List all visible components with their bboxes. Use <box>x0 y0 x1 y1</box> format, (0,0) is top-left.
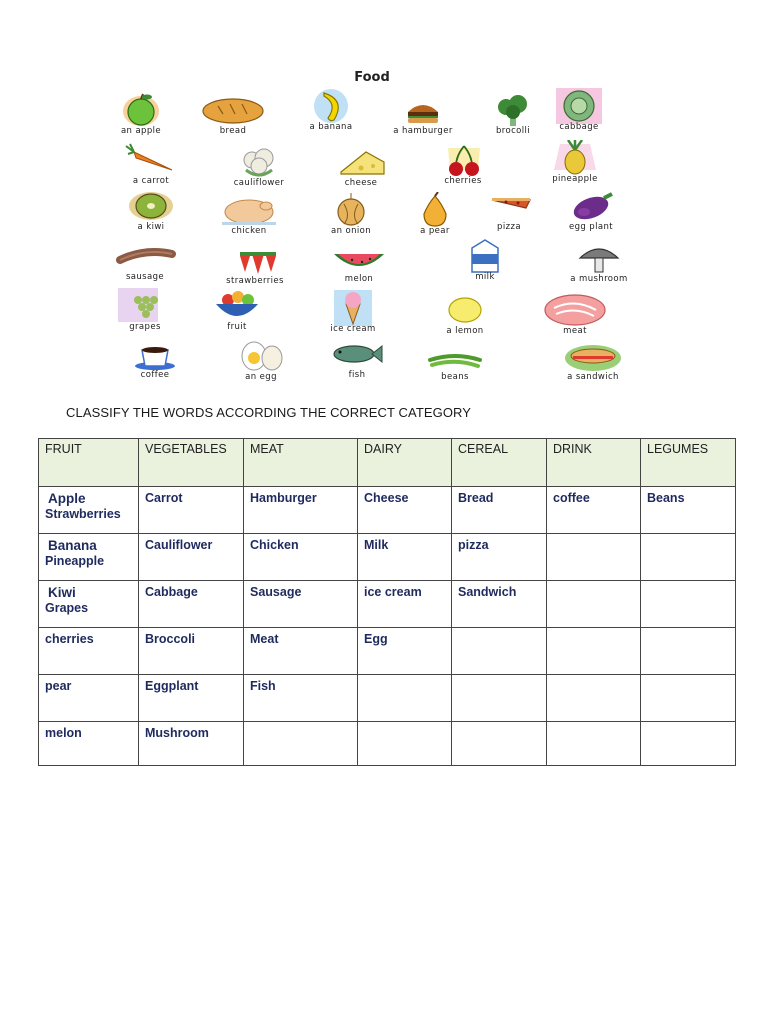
header-dairy: DAIRY <box>358 439 452 487</box>
food-label: pizza <box>497 222 521 232</box>
cell-legumes <box>641 581 736 628</box>
food-item <box>308 290 398 338</box>
food-label: milk <box>475 272 495 282</box>
food-label: a pear <box>420 226 450 236</box>
food-label: a carrot <box>132 176 170 186</box>
pineapple-icon <box>530 140 620 176</box>
food-item <box>410 338 500 386</box>
answer-word: Bread <box>458 491 494 505</box>
classification-table <box>38 438 736 766</box>
food-item <box>530 292 620 340</box>
cell-vegetables <box>139 722 244 766</box>
cell-fruit <box>39 722 139 766</box>
hamburger-icon <box>378 92 468 128</box>
melon-icon <box>314 240 404 276</box>
answer-word: Sandwich <box>458 585 517 599</box>
food-item <box>312 336 402 384</box>
answer-word: Cheese <box>364 491 409 505</box>
food-label: a lemon <box>446 326 484 336</box>
food-item <box>106 188 196 236</box>
sandwich-icon <box>548 338 638 374</box>
strawberries-icon <box>210 242 300 278</box>
cell-meat <box>244 534 358 581</box>
cell-vegetables <box>139 628 244 675</box>
cell-legumes <box>641 675 736 722</box>
table-body <box>39 487 736 766</box>
food-label: ice cream <box>330 324 376 334</box>
cell-dairy <box>358 581 452 628</box>
lemon-icon <box>420 292 510 328</box>
answer-word: Cauliflower <box>145 538 213 552</box>
table-row <box>39 581 736 628</box>
table-row <box>39 722 736 766</box>
food-label: fish <box>348 370 366 380</box>
answer-word: pear <box>45 679 72 693</box>
food-label: a sandwich <box>567 372 619 382</box>
header-vegetables: VEGETABLES <box>139 439 244 487</box>
cell-legumes <box>641 534 736 581</box>
cell-cereal <box>452 581 547 628</box>
answer-word: Eggplant <box>145 679 199 693</box>
food-label: an onion <box>330 226 372 236</box>
food-item <box>106 142 196 190</box>
answer-word: Beans <box>647 491 685 505</box>
sausage-icon <box>100 238 190 274</box>
table-row <box>39 675 736 722</box>
answer-word: Strawberries <box>45 507 121 521</box>
onion-icon <box>306 192 396 228</box>
cell-vegetables <box>139 487 244 534</box>
cauliflower-icon <box>214 144 304 180</box>
cell-drink <box>547 534 641 581</box>
food-item <box>306 192 396 240</box>
food-item <box>378 92 468 140</box>
food-item <box>96 92 186 140</box>
answer-word: cherries <box>45 632 94 646</box>
answer-word: Carrot <box>145 491 183 505</box>
cheese-icon <box>316 144 406 180</box>
food-item <box>546 188 636 236</box>
pizza-icon <box>464 188 554 224</box>
cell-meat <box>244 581 358 628</box>
food-item <box>314 240 404 288</box>
food-label: meat <box>563 326 587 336</box>
food-item <box>418 142 508 190</box>
food-label: beans <box>441 372 469 382</box>
grapes-icon <box>100 288 190 324</box>
food-label: melon <box>344 274 374 284</box>
header-drink: DRINK <box>547 439 641 487</box>
food-item <box>216 338 306 386</box>
cell-drink <box>547 628 641 675</box>
food-item <box>192 288 282 336</box>
cell-vegetables <box>139 581 244 628</box>
apple-icon <box>96 92 186 128</box>
carrot-icon <box>106 142 196 178</box>
header-meat: MEAT <box>244 439 358 487</box>
food-label: a hamburger <box>393 126 453 136</box>
instruction-text: CLASSIFY THE WORDS ACCORDING THE CORRECT CATEGORY <box>66 405 472 420</box>
answer-word: Milk <box>364 538 389 552</box>
cell-fruit <box>39 581 139 628</box>
cell-fruit <box>39 534 139 581</box>
table-row <box>39 487 736 534</box>
answer-word: Sausage <box>250 585 302 599</box>
table-header-row <box>39 439 736 487</box>
cell-drink <box>547 487 641 534</box>
cell-legumes <box>641 722 736 766</box>
answer-word: Banana <box>48 538 97 553</box>
food-item <box>286 88 376 136</box>
beans-icon <box>410 338 500 374</box>
cell-dairy <box>358 628 452 675</box>
cell-fruit <box>39 675 139 722</box>
cell-meat <box>244 628 358 675</box>
food-item <box>110 336 200 384</box>
food-label: bread <box>219 126 247 136</box>
food-label: strawberries <box>226 276 284 286</box>
answer-word: Cabbage <box>145 585 198 599</box>
answer-word: melon <box>45 726 82 740</box>
answer-word: Pineapple <box>45 554 105 568</box>
answer-word: Fish <box>250 679 276 693</box>
food-item <box>440 238 530 286</box>
food-item <box>210 242 300 290</box>
answer-word: Chicken <box>250 538 299 552</box>
picture-title: Food <box>354 70 390 85</box>
answer-word: pizza <box>458 538 489 552</box>
kiwi-icon <box>106 188 196 224</box>
answer-word: Meat <box>250 632 279 646</box>
food-item <box>420 292 510 340</box>
food-label: grapes <box>129 322 161 332</box>
cell-cereal <box>452 722 547 766</box>
cell-dairy <box>358 487 452 534</box>
cell-meat <box>244 722 358 766</box>
egg-icon <box>216 338 306 374</box>
food-picture-dictionary <box>92 64 644 394</box>
answer-word: Mushroom <box>145 726 209 740</box>
banana-icon <box>286 88 376 124</box>
cabbage-icon <box>534 88 624 124</box>
food-item <box>100 288 190 336</box>
table-row <box>39 534 736 581</box>
food-item <box>554 240 644 288</box>
cell-drink <box>547 722 641 766</box>
answer-word: Broccoli <box>145 632 196 646</box>
answer-word: Apple <box>48 491 86 506</box>
cell-dairy <box>358 534 452 581</box>
cell-drink <box>547 581 641 628</box>
fish-icon <box>312 336 402 372</box>
food-label: cheese <box>344 178 378 188</box>
food-label: chicken <box>231 226 267 236</box>
milk-icon <box>440 238 530 274</box>
food-label: sausage <box>125 272 165 282</box>
cell-legumes <box>641 487 736 534</box>
mushroom-icon <box>554 240 644 276</box>
food-item <box>316 144 406 192</box>
food-label: egg plant <box>568 222 613 232</box>
food-label: a banana <box>309 122 353 132</box>
food-label: a kiwi <box>137 222 165 232</box>
cherries-icon <box>418 142 508 178</box>
cell-meat <box>244 675 358 722</box>
answer-word: ice cream <box>364 585 422 599</box>
food-label: an egg <box>245 372 277 382</box>
food-item <box>548 338 638 386</box>
eggplant-icon <box>546 188 636 224</box>
food-item <box>100 238 190 286</box>
table-row <box>39 628 736 675</box>
food-label: pineapple <box>552 174 598 184</box>
bread-icon <box>188 92 278 128</box>
answer-word: Egg <box>364 632 388 646</box>
cell-cereal <box>452 628 547 675</box>
food-label: cherries <box>444 176 482 186</box>
food-item <box>214 144 304 192</box>
food-label: fruit <box>227 322 247 332</box>
answer-word: Grapes <box>45 601 89 615</box>
ice-cream-icon <box>308 290 398 326</box>
cell-dairy <box>358 722 452 766</box>
coffee-icon <box>110 336 200 372</box>
food-item <box>534 88 624 136</box>
header-cereal: CEREAL <box>452 439 547 487</box>
cell-vegetables <box>139 675 244 722</box>
food-label: cauliflower <box>233 178 285 188</box>
cell-cereal <box>452 487 547 534</box>
answer-word: Kiwi <box>48 585 76 600</box>
cell-cereal <box>452 675 547 722</box>
answer-word: coffee <box>553 491 590 505</box>
food-label: brocolli <box>495 126 531 136</box>
fruit-bowl-icon <box>192 288 282 324</box>
food-item <box>188 92 278 140</box>
food-label: coffee <box>140 370 170 380</box>
cell-legumes <box>641 628 736 675</box>
answer-word: Hamburger <box>250 491 317 505</box>
cell-cereal <box>452 534 547 581</box>
food-label: a mushroom <box>570 274 628 284</box>
header-fruit: FRUIT <box>39 439 139 487</box>
food-item <box>530 140 620 188</box>
food-label: cabbage <box>559 122 599 132</box>
cell-fruit <box>39 487 139 534</box>
header-legumes: LEGUMES <box>641 439 736 487</box>
cell-vegetables <box>139 534 244 581</box>
cell-meat <box>244 487 358 534</box>
cell-dairy <box>358 675 452 722</box>
meat-icon <box>530 292 620 328</box>
cell-drink <box>547 675 641 722</box>
food-item <box>204 192 294 240</box>
cell-fruit <box>39 628 139 675</box>
chicken-icon <box>204 192 294 228</box>
food-label: an apple <box>120 126 162 136</box>
